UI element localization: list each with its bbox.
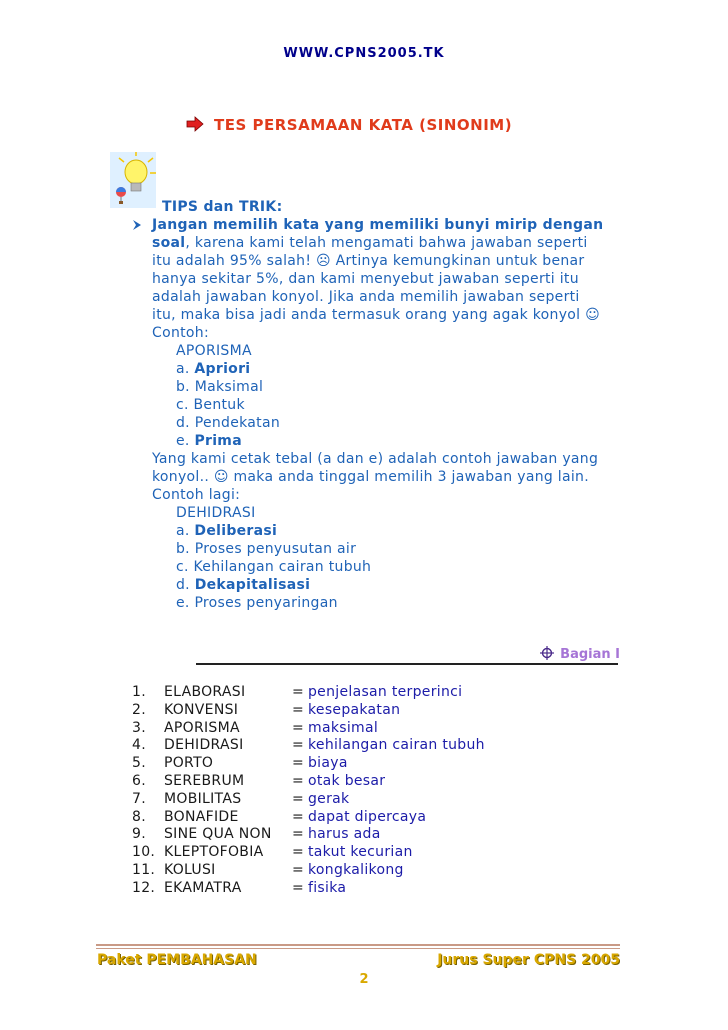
- list-equals: =: [292, 826, 305, 843]
- list-item: [132, 791, 485, 809]
- list-equals: =: [292, 772, 305, 789]
- list-word: DEHIDRASI: [164, 737, 244, 754]
- footer-right-text: Jurus Super CPNS 2005: [437, 952, 620, 968]
- list-item: [132, 826, 485, 844]
- list-number: 4.: [132, 737, 146, 754]
- tips-section: [128, 198, 628, 612]
- list-number: 6.: [132, 772, 146, 789]
- list-equals: =: [292, 755, 305, 772]
- list-meaning: takut kecurian: [308, 844, 413, 861]
- section-divider: [196, 663, 618, 665]
- list-item: [132, 684, 485, 702]
- list-word: KONVENSI: [164, 701, 239, 718]
- tip-line-2-rest: , karena kami telah mengamati bahwa jawaban seperti: [185, 235, 588, 251]
- list-meaning: biaya: [308, 755, 348, 772]
- list-meaning: otak besar: [308, 772, 386, 789]
- option-item: c. Kehilangan cairan tubuh: [176, 559, 372, 575]
- list-number: 5.: [132, 755, 146, 772]
- list-word: EKAMATRA: [164, 879, 242, 896]
- list-equals: =: [292, 861, 305, 878]
- option-item: c. Bentuk: [176, 397, 245, 413]
- tip-line-6: itu, maka bisa jadi anda termasuk orang yang agak konyol ☺: [152, 307, 600, 323]
- list-number: 9.: [132, 826, 146, 843]
- contoh-word: APORISMA: [176, 343, 252, 359]
- list-item: [132, 773, 485, 791]
- page-title: [186, 116, 512, 136]
- synonym-list: [132, 684, 485, 898]
- option-item: b. Maksimal: [176, 379, 264, 395]
- list-equals: =: [292, 790, 305, 807]
- list-number: 10.: [132, 844, 156, 861]
- footer-divider-thin: [96, 948, 620, 949]
- list-word: KOLUSI: [164, 861, 216, 878]
- list-equals: =: [292, 737, 305, 754]
- list-word: SINE QUA NON: [164, 826, 272, 843]
- footer-divider: [96, 944, 620, 946]
- list-number: 3.: [132, 719, 146, 736]
- list-number: 2.: [132, 701, 146, 718]
- list-meaning: kesepakatan: [308, 701, 401, 718]
- list-meaning: penjelasan terperinci: [308, 684, 463, 700]
- list-equals: =: [292, 844, 305, 861]
- list-equals: =: [292, 879, 305, 896]
- list-meaning: harus ada: [308, 826, 381, 843]
- tip-line-5: adalah jawaban konyol. Jika anda memilih jawaban seperti: [152, 289, 580, 305]
- list-word: KLEPTOFOBIA: [164, 844, 264, 861]
- tips-heading: TIPS dan TRIK:: [162, 199, 283, 215]
- footer-left-text: Paket PEMBAHASAN: [97, 952, 257, 968]
- list-item: [132, 720, 485, 738]
- option-item: a. Deliberasi: [176, 523, 278, 539]
- contoh-lagi-word: DEHIDRASI: [176, 505, 256, 521]
- tip-line-4: hanya sekitar 5%, dan kami menyebut jawaban seperti itu: [152, 271, 579, 287]
- tip-paragraph: [128, 216, 628, 612]
- list-item: [132, 702, 485, 720]
- list-word: BONAFIDE: [164, 808, 239, 825]
- list-number: 8.: [132, 808, 146, 825]
- list-word: SEREBRUM: [164, 772, 245, 789]
- arrow-bullet-icon: [131, 218, 143, 236]
- list-item: [132, 809, 485, 827]
- list-number: 1.: [132, 684, 146, 700]
- option-item: b. Proses penyusutan air: [176, 541, 357, 557]
- page-title-text: TES PERSAMAAN KATA (SINONIM): [214, 116, 513, 134]
- list-meaning: fisika: [308, 879, 347, 896]
- tip-line-1: Jangan memilih kata yang memiliki bunyi mirip dengan: [152, 217, 604, 233]
- list-meaning: gerak: [308, 790, 350, 807]
- header-url: WWW.CPNS2005.TK: [283, 46, 445, 61]
- option-item: d. Pendekatan: [176, 415, 281, 431]
- option-item: e. Proses penyaringan: [176, 595, 338, 611]
- option-item: e. Prima: [176, 433, 242, 449]
- tip-line-3: itu adalah 95% salah! ☹ Artinya kemungkinan untuk benar: [152, 253, 585, 269]
- crosshair-icon: [540, 646, 554, 664]
- contoh-lagi-label: Contoh lagi:: [152, 487, 241, 503]
- list-number: 7.: [132, 790, 146, 807]
- explain-line-2: konyol.. ☺ maka anda tinggal memilih 3 jawaban yang lain.: [152, 469, 589, 485]
- list-item: [132, 862, 485, 880]
- tip-line-2-bold: soal: [152, 235, 186, 251]
- red-arrow-icon: [186, 116, 204, 136]
- list-equals: =: [292, 808, 305, 825]
- list-meaning: dapat dipercaya: [308, 808, 427, 825]
- list-word: PORTO: [164, 755, 214, 772]
- list-item: [132, 880, 485, 898]
- list-number: 12.: [132, 879, 156, 896]
- option-item: a. Apriori: [176, 361, 251, 377]
- list-equals: =: [292, 684, 305, 700]
- list-item: [132, 844, 485, 862]
- list-meaning: kehilangan cairan tubuh: [308, 737, 485, 754]
- list-item: [132, 737, 485, 755]
- option-item: d. Dekapitalisasi: [176, 577, 311, 593]
- list-number: 11.: [132, 861, 156, 878]
- list-item: [132, 755, 485, 773]
- page-number: 2: [359, 972, 369, 987]
- list-meaning: maksimal: [308, 719, 379, 736]
- list-word: APORISMA: [164, 719, 240, 736]
- list-meaning: kongkalikong: [308, 861, 404, 878]
- list-equals: =: [292, 701, 305, 718]
- explain-line-1: Yang kami cetak tebal (a dan e) adalah contoh jawaban yang: [152, 451, 599, 467]
- section-label: [520, 646, 620, 664]
- contoh-label: Contoh:: [152, 325, 209, 341]
- list-word: MOBILITAS: [164, 790, 242, 807]
- list-word: ELABORASI: [164, 684, 246, 700]
- section-label-text: Bagian I: [560, 647, 620, 662]
- list-equals: =: [292, 719, 305, 736]
